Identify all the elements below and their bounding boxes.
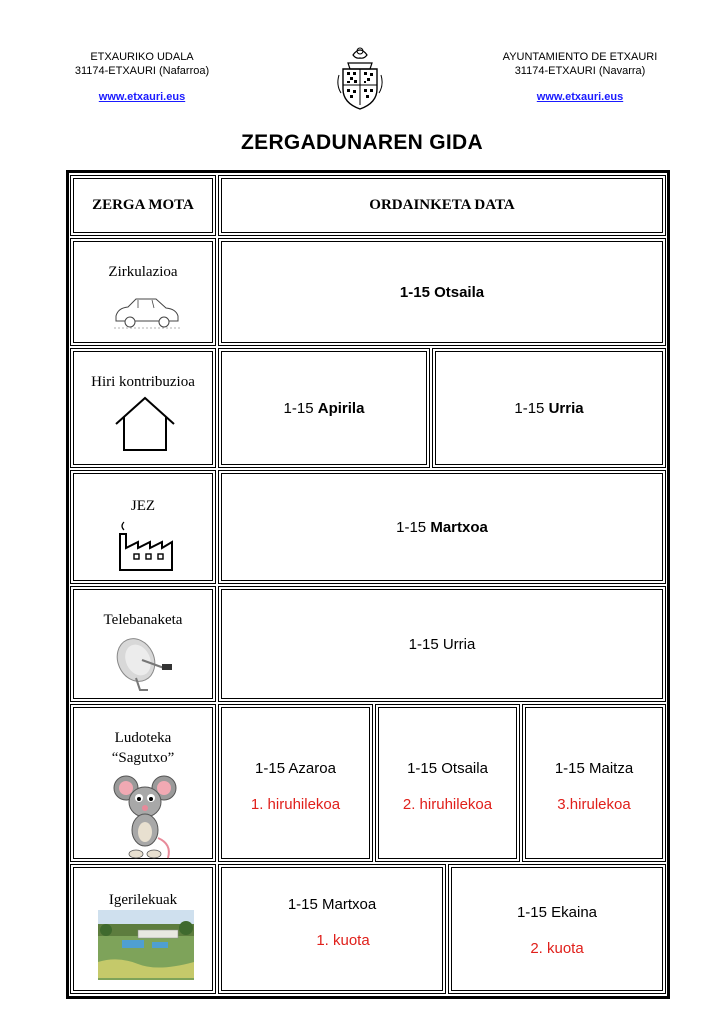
row-label: JEZ (130, 498, 156, 514)
payment-date-cell (218, 586, 666, 702)
row-label: Hiri kontribuzioa (91, 374, 195, 390)
month: Apirila (317, 399, 365, 417)
payment-note: 2. kuota (530, 940, 584, 957)
row-label: Igerilekuak (108, 892, 178, 908)
column-header-tax-type: ZERGA MOTA (70, 175, 216, 236)
payment-date-cell (218, 470, 666, 584)
payment-date-cell (218, 238, 666, 346)
coat-of-arms-icon (335, 45, 385, 113)
payment-date-cell (375, 704, 520, 862)
payment-date-cell (432, 348, 666, 468)
mouse-icon (112, 772, 178, 860)
payment-date: 1-15 Ekaina (516, 904, 598, 921)
row-label-cell (70, 470, 216, 584)
header-left (42, 50, 242, 104)
house-icon (114, 396, 176, 452)
header-left-line2: 31174-ETXAURI (Nafarroa) (74, 65, 210, 77)
payment-date: 1-15 Otsaila (407, 760, 488, 777)
date-range: 1-15 (514, 399, 549, 417)
payment-date-cell (522, 704, 666, 862)
payment-date-cell (218, 348, 430, 468)
satellite-dish-icon (112, 634, 182, 692)
date-range: 1-15 (396, 518, 431, 536)
header-right (480, 50, 680, 104)
payment-date (514, 400, 583, 417)
payment-date: 1-15 Urria (408, 635, 476, 653)
row-label-cell (70, 238, 216, 346)
payment-date: 1-15 Azaroa (255, 760, 336, 777)
row-label-cell (70, 864, 216, 994)
car-icon (112, 294, 182, 330)
payment-date: 1-15 Martxoa (287, 896, 377, 913)
header-right-line2: 31174-ETXAURI (Navarra) (514, 65, 646, 77)
payment-date-cell (218, 704, 373, 862)
header-right-line1: AYUNTAMIENTO DE ETXAURI (502, 51, 658, 63)
row-label-line2: “Sagutxo” (111, 750, 175, 766)
row-label-cell (70, 704, 216, 862)
payment-note: 1. hiruhilekoa (250, 796, 341, 813)
column-header-payment-date: ORDAINKETA DATA (218, 175, 666, 236)
payment-date: 1-15 Maitza (554, 760, 634, 777)
swimming-pool-photo (98, 910, 194, 980)
payment-date (284, 400, 365, 417)
factory-icon (114, 518, 176, 574)
payment-note: 1. kuota (316, 932, 370, 949)
row-label-line1: Ludoteka (114, 730, 172, 746)
payment-note: 3.hirulekoa (557, 796, 631, 813)
payment-date-cell (448, 864, 666, 994)
row-label: Telebanaketa (103, 612, 183, 628)
header-left-line1: ETXAURIKO UDALA (90, 51, 194, 63)
header-right-link[interactable]: www.etxauri.eus (536, 91, 624, 103)
payment-date-cell (218, 864, 446, 994)
payment-note: 2. hiruhilekoa (402, 796, 493, 813)
header-left-link[interactable]: www.etxauri.eus (98, 91, 186, 103)
payment-date (396, 519, 488, 536)
row-label: Zirkulazioa (108, 264, 178, 280)
row-label-cell (70, 348, 216, 468)
page-title: ZERGADUNAREN GIDA (241, 131, 483, 154)
month: Martxoa (430, 518, 488, 536)
date-range: 1-15 (283, 399, 318, 417)
row-label-cell (70, 586, 216, 702)
payment-date: 1-15 Otsaila (399, 283, 485, 301)
month: Urria (548, 399, 584, 417)
